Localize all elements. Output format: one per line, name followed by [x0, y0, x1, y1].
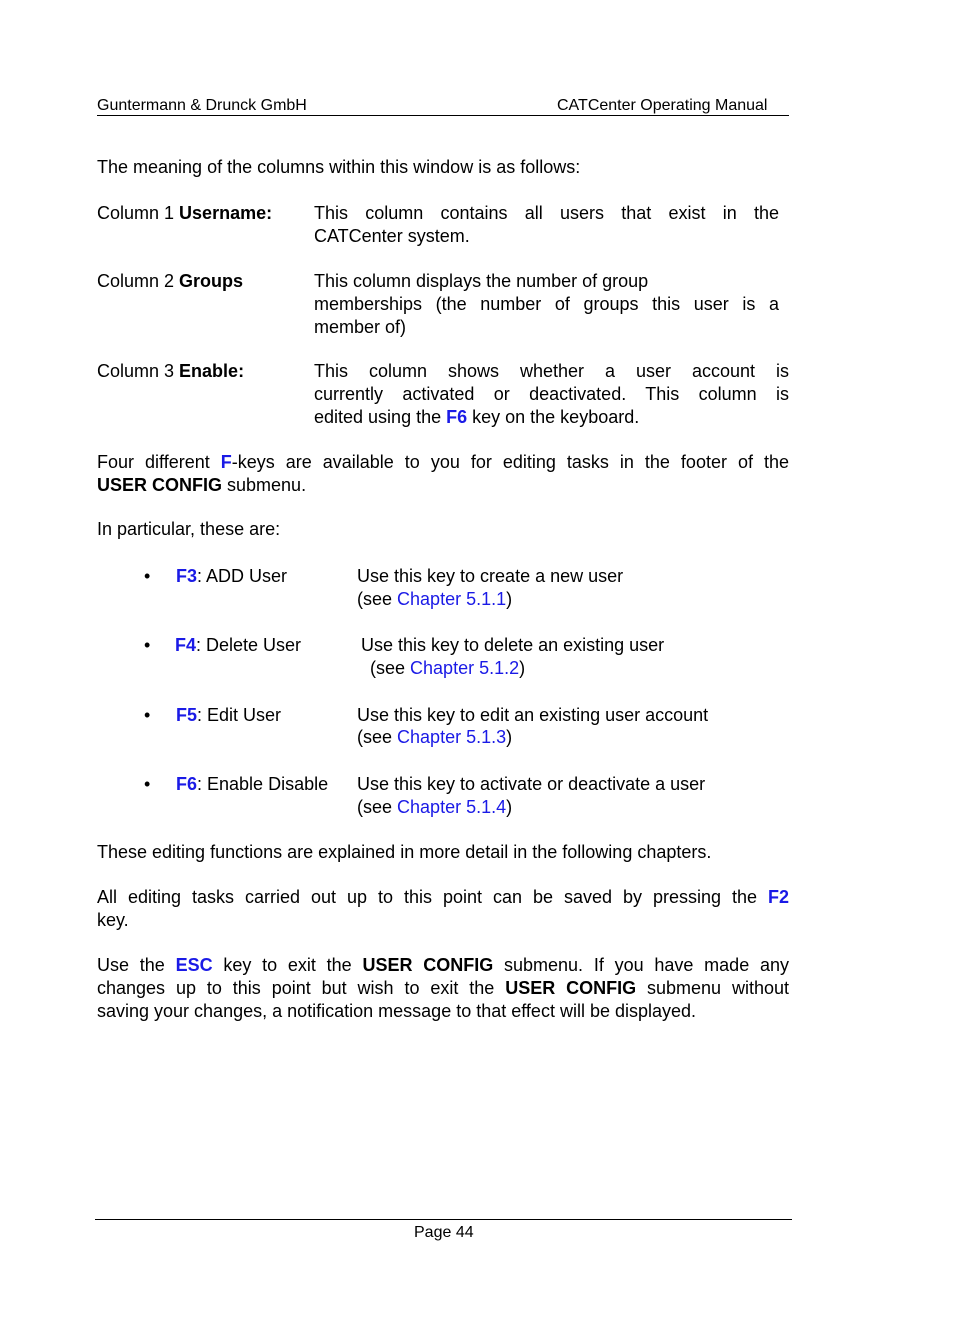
- f3-key-label: F3: [176, 566, 198, 586]
- column-2-line-2: memberships (the number of groups this user is a: [314, 294, 779, 314]
- see-open: (see: [357, 589, 398, 609]
- f6-key-label: F6: [176, 774, 198, 794]
- save-paragraph: [97, 886, 789, 932]
- chapter-5-1-1-link[interactable]: Chapter 5.1.1: [397, 589, 507, 609]
- chapter-5-1-4-link[interactable]: Chapter 5.1.4: [397, 797, 507, 817]
- esc-p4: changes up to this point but wish to exit the: [97, 978, 506, 998]
- bullet-f6-description: Use this key to activate or deactivate a user: [357, 774, 706, 794]
- column-2-prefix: Column 2: [97, 271, 180, 291]
- esc-p2: key to exit the: [212, 955, 363, 975]
- user-config-label: USER CONFIG: [97, 475, 223, 495]
- fkeys-line-2: [97, 474, 789, 497]
- column-1-label: [97, 203, 272, 224]
- column-3-prefix: Column 3: [97, 361, 180, 381]
- column-1-description: [314, 202, 779, 248]
- save-pre: All editing tasks carried out up to this point can be saved by pressing the: [97, 887, 768, 907]
- esc-paragraph: [97, 954, 789, 1023]
- fkeys-line-1: [97, 451, 789, 474]
- bullet-f5-description: Use this key to edit an existing user account: [357, 705, 709, 725]
- column-3-line-3-post: key on the keyboard.: [467, 407, 640, 427]
- header-company: Guntermann & Drunck GmbH: [97, 97, 307, 114]
- chapter-5-1-2-link[interactable]: Chapter 5.1.2: [410, 658, 520, 678]
- esc-p1: Use the: [97, 955, 176, 975]
- esc-p3: submenu. If you have made any: [493, 955, 789, 975]
- footer-rule: [95, 1219, 792, 1220]
- chapter-5-1-3-link[interactable]: Chapter 5.1.3: [397, 727, 507, 747]
- esc-key-label: ESC: [175, 955, 213, 975]
- in-particular-text: In particular, these are:: [97, 519, 281, 539]
- see-open: (see: [357, 727, 398, 747]
- see-open: (see: [357, 797, 398, 817]
- f5-key-label: F5: [176, 705, 198, 725]
- column-1-line-2: CATCenter system.: [314, 226, 470, 246]
- f4-key-label: F4: [175, 635, 197, 655]
- bullet-f5-label: [176, 705, 281, 726]
- column-3-name: Enable:: [179, 361, 245, 381]
- esc-line-1: [97, 954, 789, 977]
- column-2-description: [314, 270, 779, 339]
- f6-key-label: F6: [446, 407, 468, 427]
- see-close: ): [519, 658, 526, 678]
- bullet-f3-reference: [357, 589, 512, 610]
- column-1-line-1: This column contains all users that exist in the: [314, 203, 779, 223]
- user-config-label: USER CONFIG: [505, 978, 637, 998]
- f-key-label: F: [220, 452, 232, 472]
- explained-text: These editing functions are explained in more detail in the following chapters.: [97, 842, 712, 862]
- bullet-f3-description: Use this key to create a new user: [357, 566, 624, 586]
- column-2-line-1: This column displays the number of group: [314, 271, 649, 291]
- bullet-point-icon: •: [144, 566, 151, 586]
- f2-key-label: F2: [767, 887, 789, 907]
- see-close: ): [506, 797, 513, 817]
- see-close: ): [506, 589, 513, 609]
- column-2-line-3: member of): [314, 317, 407, 337]
- column-1-prefix: Column 1: [97, 203, 180, 223]
- bullet-f6-name: : Enable Disable: [197, 774, 329, 794]
- esc-line-2: [97, 977, 789, 1000]
- bullet-f5-reference: [357, 727, 512, 748]
- fkeys-paragraph: [97, 451, 789, 497]
- bullet-f3-name: : ADD User: [197, 566, 288, 586]
- bullet-f6-label: [176, 774, 328, 795]
- bullet-f4-name: : Delete User: [196, 635, 302, 655]
- fkeys-post: submenu.: [222, 475, 307, 495]
- intro-text: The meaning of the columns within this window is as follows:: [97, 157, 581, 177]
- column-3-line-1: This column shows whether a user account is: [314, 361, 789, 381]
- column-2-label: [97, 271, 243, 292]
- bullet-point-icon: •: [144, 774, 151, 794]
- esc-p5: submenu without: [636, 978, 789, 998]
- bullet-f5-name: : Edit User: [197, 705, 282, 725]
- column-3-description: [314, 360, 789, 429]
- fkeys-mid: -keys are available to you for editing tasks in the footer of the: [231, 452, 789, 472]
- bullet-f4-description: Use this key to delete an existing user: [361, 635, 665, 655]
- header-rule: [97, 115, 789, 116]
- user-config-label: USER CONFIG: [362, 955, 494, 975]
- column-3-line-3: [314, 406, 789, 429]
- see-open: (see: [370, 658, 411, 678]
- bullet-point-icon: •: [144, 705, 151, 725]
- esc-line-3: saving your changes, a notification message to that effect will be displayed.: [97, 1001, 697, 1021]
- header-manual-title: CATCenter Operating Manual: [557, 97, 768, 114]
- bullet-f4-label: [175, 635, 301, 656]
- page-number: Page 44: [414, 1224, 474, 1241]
- see-close: ): [506, 727, 513, 747]
- save-line-2: key.: [97, 910, 129, 930]
- column-3-line-2: currently activated or deactivated. This column is: [314, 384, 789, 404]
- bullet-f6-reference: [357, 797, 512, 818]
- save-line-1: [97, 886, 789, 909]
- fkeys-pre: Four different: [97, 452, 221, 472]
- bullet-point-icon: •: [144, 635, 151, 655]
- column-3-label: [97, 361, 244, 382]
- column-3-line-3-pre: edited using the: [314, 407, 447, 427]
- column-1-name: Username:: [179, 203, 273, 223]
- bullet-f3-label: [176, 566, 287, 587]
- column-2-name: Groups: [179, 271, 244, 291]
- bullet-f4-reference: [370, 658, 525, 679]
